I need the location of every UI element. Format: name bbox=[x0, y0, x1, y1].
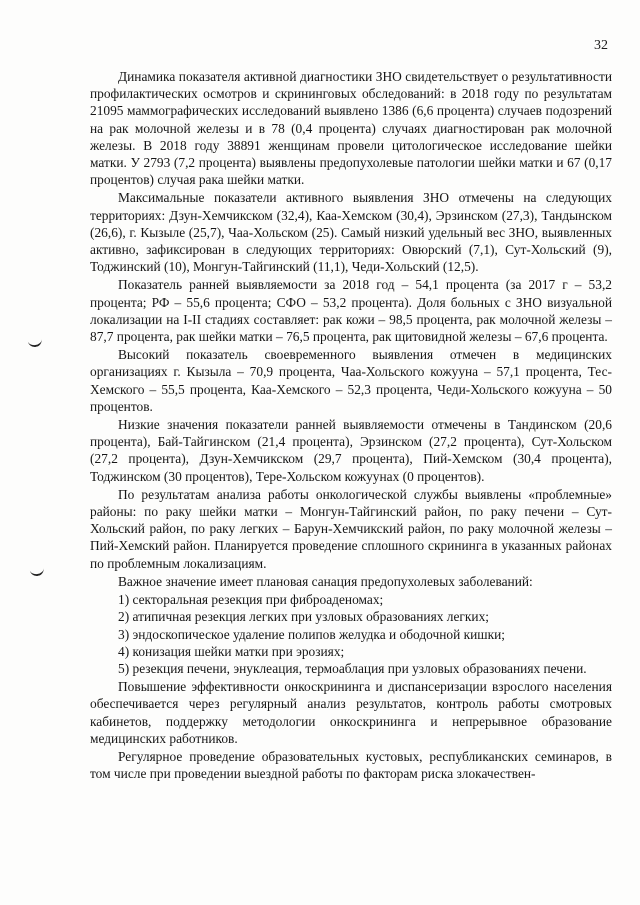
paragraph-seminars: Регулярное проведение образовательных кустовых, республиканских семинаров, в том числе при проведении выездной работы по факторам риска злокачествен- bbox=[90, 748, 612, 782]
list-item: 5) резекция печени, энуклеация, термоаблация при узловых образованиях печени. bbox=[118, 660, 587, 676]
paragraph-planned-sanation: Важное значение имеет плановая санация предопухолевых заболеваний: bbox=[118, 573, 533, 589]
list-item: 1) секторальная резекция при фиброаденомах; bbox=[118, 592, 384, 608]
paragraph-screening-efficiency: Повышение эффективности онкоскрининга и диспансеризации взрослого населения обеспечивается через регулярный анализ результатов, контроль работы смотровых кабинетов, поддержку методологии онкоскрининга и непрерывное образование медицинских работников. bbox=[90, 679, 612, 746]
margin-pen-mark bbox=[29, 565, 44, 577]
paragraph-max-active-detection: Максимальные показатели активного выявления ЗНО отмечены на следующих территориях: Дзун-Хемчикском (32,4), Каа-Хемском (30,4), Эрзинском (27,3), Тандынском (26,6), г. Кызыле (25,7), Чаа-Хольском (25). Самый низкий удельный вес ЗНО, выявленных активно, зафиксирован в следующих территориях: Овюрский (7,1), Сут-Хольский (9), Тоджинский (10), Монгун-Тайгинский (11,1), Чеди-Хольский (12,5). bbox=[90, 190, 612, 275]
paragraph-early-detection-rate: Показатель ранней выявляемости за 2018 год – 54,1 процента (за 2017 г – 53,2 процента; РФ – 55,6 процента; СФО – 53,2 процента). Доля больных с ЗНО визуальной локализации на I-II стадиях составляет: рак кожи – 98,5 процента, рак молочной железы – 87,7 процента, рак шейки матки – 76,5 процента, рак щитовидной железы – 67,6 процента. bbox=[90, 277, 612, 345]
margin-pen-mark bbox=[27, 336, 42, 348]
list-item: 4) конизация шейки матки при эрозиях; bbox=[118, 643, 345, 659]
paragraph-active-diagnostics: Динамика показателя активной диагностики ЗНО свидетельствует о результативности профилактических осмотров и скрининговых обследований: в 2018 году по результатам 21095 маммографических исследований выявлено 1386 (6,6 процента) случаев подозрений на рак молочной железы и в 78 (0,4 процента) случаях диагностирован рак молочной железы. В 2018 году 38891 женщинам провели цитологическое исследование шейки матки. У 2793 (7,2 процента) выявлены предопухолевые патологии шейки матки и 67 (0,17 процентов) случая рака шейки матки. bbox=[90, 69, 612, 188]
list-item: 2) атипичная резекция легких при узловых образованиях легких; bbox=[118, 609, 489, 625]
list-item: 3) эндоскопическое удаление полипов желудка и ободочной кишки; bbox=[118, 626, 505, 642]
sanation-list bbox=[90, 591, 612, 677]
paragraph-low-early-detection: Низкие значения показатели ранней выявляемости отмечены в Тандинском (20,6 процента), Бай-Тайгинском (21,4 процента), Эрзинском (27,2 процента), Сут-Хольском (27,2 процента), Дзун-Хемчикском (29,7 процента), Пий-Хемском (30,4 процента), Тоджинском (30 процентов), Тере-Хольском кожуунах (0 процентов). bbox=[90, 417, 612, 484]
paragraph-problem-districts: По результатам анализа работы онкологической службы выявлены «проблемные» районы: по раку шейки матки – Монгун-Тайгинский район, по раку печени – Сут-Хольский район, по раку легких – Барун-Хемчикский район, по раку молочной железы – Пий-Хемский район. Планируется проведение сплошного скрининга в указанных районах по проблемным локализациям. bbox=[90, 486, 612, 571]
document-body bbox=[90, 68, 612, 783]
paragraph-high-timely-detection: Высокий показатель своевременного выявления отмечен в медицинских организациях г. Кызыла – 70,9 процента, Чаа-Хольского кожууна – 57,1 процента, Тес-Хемского – 55,5 процента, Каа-Хемского – 52,3 процента, Чеди-Хольского кожууна – 50 процентов. bbox=[90, 347, 612, 414]
page-number: 32 bbox=[594, 38, 608, 53]
